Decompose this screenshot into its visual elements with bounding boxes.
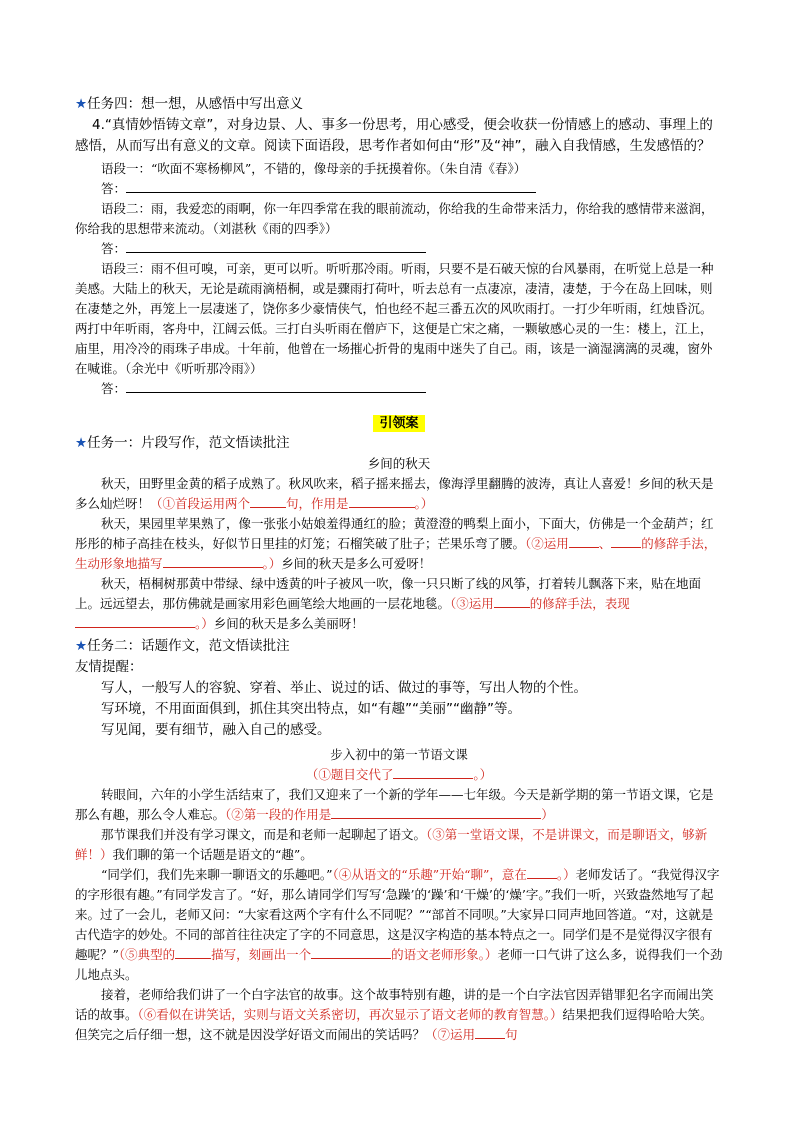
task4-answer-1: 答： xyxy=(75,179,723,199)
task2-essay-title: 步入初中的第一节语文课 xyxy=(330,747,468,762)
task2-annotation-3: （③第一堂语文课，不是讲课文，而是聊语文，够新鲜！） xyxy=(75,827,708,862)
task2-paragraph-3: “同学们，我们先来聊一聊语文的乐趣吧。”（④从语文的“乐趣”开始“聊”，意在 。）老师发话了。“我觉得汉字的字形很有趣。”有同学发言了。“好，那么请同学们写写‘急躁’的‘躁’和‘干燥’的‘燥’字。”我们一听，兴致盎然地写了起来。过了一会儿，老师又问：“大家看这两个字有什么不同呢？”“部首不同呗。”大家异口同声地回答道。“对，这就是古代造字的妙处。不同的部首往往决定了字的不同意思，这是汉字构造的基本特点之一。同学们是不是觉得汉字很有趣呢？”（⑤典型的 描写，刻画出一个 的语文老师形象。）老师一口气讲了这么多，说得我们一个劲儿地点头。 xyxy=(75,867,723,982)
answer-3-blank[interactable] xyxy=(126,380,426,393)
answer-1-blank[interactable] xyxy=(126,180,536,193)
task1-paragraph-1: 秋天，田野里金黄的稻子成熟了。秋风吹来，稻子摇来摇去，像海浮里翻腾的波涛，真让人喜爱！乡间的秋天是多么灿烂呀！（①首段运用两个 句，作用是 。） xyxy=(75,476,714,511)
section-tag-wrap xyxy=(75,412,723,431)
task2-paragraph-4: 接着，老师给我们讲了一个白字法官的故事。这个故事特别有趣，讲的是一个白字法官因弄错罪犯名字而闹出笑话的故事。（⑥看似在讲笑话，实则与语文关系密切，再次显示了语文老师的教育智慧。）结果把我们逗得哈哈大笑。但笑完之后仔细一想，这不就是因没学好语文而闹出的笑话吗？（⑦运用 句 xyxy=(75,987,714,1042)
task2-tip-3: 写见闻，要有细节，融入自己的感受。 xyxy=(101,722,331,738)
task2-annotation-5: （⑤典型的 描写，刻画出一个 的语文老师形象。） xyxy=(118,947,498,962)
blank-t2-4[interactable] xyxy=(527,866,557,879)
task4-section xyxy=(75,94,723,399)
task1-title: ★任务一：片段写作，范文悟读批注 xyxy=(75,435,290,451)
blank-t2-2[interactable] xyxy=(331,806,541,819)
task2-annotation-4: （④从语文的“乐趣”开始“聊”，意在 。） xyxy=(332,867,576,882)
task1-paragraph-3: 秋天，梧桐树那黄中带绿、绿中透黄的叶子被风一吹，像一只只断了线的风筝，打着转儿飘落下来，贴在地面上。远远望去，那仿佛就是画家用彩色画笔绘大地画的一层花地毯。（③运用 的修辞手法，表现。）乡间的秋天是多么美丽呀！ xyxy=(75,576,702,631)
task2-section xyxy=(75,636,723,1045)
task2-tip-1: 写人，一般写人的容貌、穿着、举止、说过的话、做过的事等，写出人物的个性。 xyxy=(101,680,587,696)
blank-3b[interactable] xyxy=(75,615,195,628)
task2-annotation-2: （②第一段的作用是 ） xyxy=(225,807,554,822)
task2-annotation-6: （⑥看似在讲笑话，实则与语文关系密切，再次显示了语文老师的教育智慧。） xyxy=(137,1007,563,1022)
annotation-1: （①首段运用两个 句，作用是 。） xyxy=(150,496,434,511)
blank-2b[interactable] xyxy=(611,535,641,548)
blank-3a[interactable] xyxy=(494,595,530,608)
task1-paragraph-2: 秋天，果园里苹果熟了，像一张张小姑娘羞得通红的脸；黄澄澄的鸭梨上面小，下面大，仿佛是一个金葫芦；红彤彤的柿子高挂在枝头，好似节日里挂的灯笼；石榴笑破了肚子；芒果乐弯了腰。（②运用 、 的修辞手法，生动形象地描写 。）乡间的秋天是多么可爱呀！ xyxy=(75,516,717,571)
annotation-2: （②运用 、 的修辞手法，生动形象地描写 。） xyxy=(75,536,717,571)
task2-annotation-1: （①题目交代了 。） xyxy=(305,767,493,782)
task1-section xyxy=(75,433,723,634)
task2-title: ★任务二：话题作文，范文悟读批注 xyxy=(75,638,290,654)
task2-tip-2: 写环境，不用面面俱到，抓住其突出特点，如“有趣”“美丽”“幽静”等。 xyxy=(101,701,521,717)
task4-segment-3: 语段三：雨不但可嗅，可亲，更可以听。听听那冷雨。听雨，只要不是石破天惊的台风暴雨，在听觉上总是一种美感。大陆上的秋天，无论是疏雨滴梧桐，或是骤雨打荷叶，听去总有一点凄凉，凄清，凄楚，于今在岛上回味，则在凄楚之外，再笼上一层凄迷了，饶你多少豪情侠气，怕也经不起三番五次的风吹雨打。一打少年听雨，红烛昏沉。两打中年听雨，客舟中，江阔云低。三打白头听雨在僧庐下，这便是亡宋之痛，一颗敏感心灵的一生：楼上，江上，庙里，用冷冷的雨珠子串成。十年前，他曾在一场摧心折骨的鬼雨中迷失了自己。雨，该是一滴湿漓漓的灵魂，窗外在喊谁。（余光中《听听那冷雨》） xyxy=(75,261,714,376)
blank-t2-7[interactable] xyxy=(475,1026,505,1039)
blank-2c[interactable] xyxy=(163,555,263,568)
task2-paragraph-1: 转眼间，六年的小学生活结束了，我们又迎来了一个新的学年——七年级。今天是新学期的第一节语文课，它是那么有趣，那么令人难忘。（②第一段的作用是 ） xyxy=(75,787,714,822)
blank-1b[interactable] xyxy=(349,495,415,508)
blank-t2-5a[interactable] xyxy=(175,946,211,959)
star-icon: ★ xyxy=(75,435,88,451)
task4-title: ★任务四：想一想，从感悟中写出意义 xyxy=(75,96,304,112)
answer-2-blank[interactable] xyxy=(126,240,426,253)
blank-1a[interactable] xyxy=(250,495,286,508)
section-tag: 引领案 xyxy=(373,415,424,432)
task4-segment-1: 语段一：“吹面不寒杨柳风”，不错的，像母亲的手抚摸着你。（朱自清《春》） xyxy=(101,161,527,176)
blank-t2-5b[interactable] xyxy=(311,946,391,959)
blank-2a[interactable] xyxy=(569,535,599,548)
blank-t2-1[interactable] xyxy=(393,766,473,779)
star-icon: ★ xyxy=(75,638,88,654)
annotation-3: （③运用 的修辞手法，表现。） xyxy=(75,596,630,631)
task2-tip-label: 友情提醒： xyxy=(75,659,143,675)
task4-answer-3: 答： xyxy=(75,379,723,399)
task2-annotation-7: （⑦运用 句 xyxy=(425,1027,518,1042)
task2-paragraph-2: 那节课我们并没有学习课文，而是和老师一起聊起了语文。（③第一堂语文课，不是讲课文，而是聊语文，够新鲜！）我们聊的第一个话题是语文的“趣”。 xyxy=(75,827,708,862)
task4-segment-2: 语段二：雨，我爱恋的雨啊，你一年四季常在我的眼前流动，你给我的生命带来活力，你给我的感情带来滋润，你给我的思想带来流动。（刘湛秋《雨的四季》） xyxy=(75,201,714,236)
task4-answer-2: 答： xyxy=(75,239,723,259)
task4-question: 4.“真情妙悟铸文章”，对身边景、人、事多一份思考，用心感受，便会收获一份情感上的感动、事理上的感悟，从而写出有意义的文章。阅读下面语段，思考作者如何由“形”及“神”，融入自我情感，生发感悟的？ xyxy=(75,117,713,154)
task1-essay-title: 乡间的秋天 xyxy=(367,456,431,471)
star-icon: ★ xyxy=(75,96,88,112)
